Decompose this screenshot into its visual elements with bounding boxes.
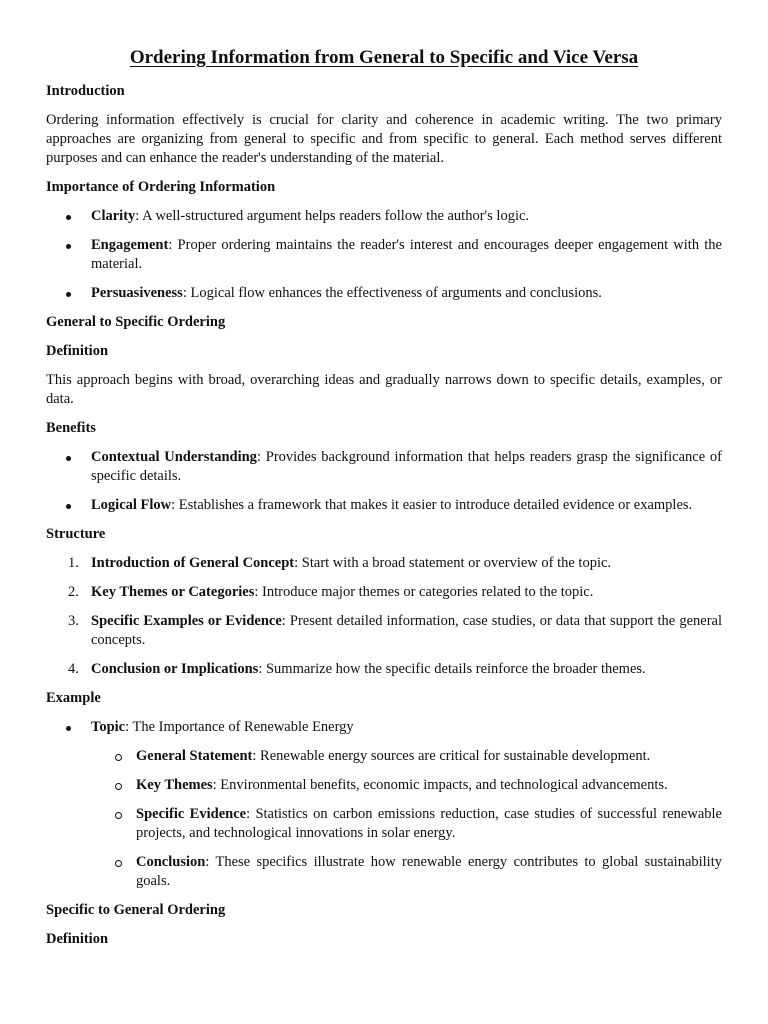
circle-bullet-icon	[115, 805, 122, 825]
item-text: : Present detailed information, case studies, or data that support the general concepts.	[91, 613, 722, 648]
item-term: Specific Evidence	[136, 806, 247, 822]
list-item	[46, 284, 722, 303]
item-term: Topic	[91, 719, 126, 735]
circle-bullet-icon	[115, 747, 122, 767]
gen-to-spec-heading: General to Specific Ordering	[46, 314, 226, 330]
sublist-item	[91, 747, 722, 766]
list-item	[46, 583, 722, 602]
list-item	[46, 554, 722, 573]
list-number: 1.	[68, 555, 79, 571]
sublist-item	[91, 853, 722, 891]
sublist-item	[91, 776, 722, 795]
list-item	[46, 660, 722, 679]
list-number: 2.	[68, 584, 79, 600]
item-text: : Proper ordering maintains the reader's interest and encourages deeper engagement with the material.	[91, 237, 722, 272]
item-text: : Start with a broad statement or overview of the topic.	[294, 555, 612, 571]
item-term: Clarity	[91, 208, 136, 224]
definition-heading: Definition	[46, 343, 109, 359]
item-term: Key Themes	[136, 777, 213, 793]
item-term: Conclusion	[136, 854, 206, 870]
structure-heading: Structure	[46, 526, 106, 542]
list-number: 4.	[68, 661, 79, 677]
benefits-list	[46, 448, 722, 515]
sublist-item	[91, 805, 722, 843]
item-text: : These specifics illustrate how renewable energy contributes to global sustainability goals.	[136, 854, 722, 889]
item-text: : Provides background information that helps readers grasp the significance of specific details.	[91, 449, 722, 484]
importance-heading: Importance of Ordering Information	[46, 179, 276, 195]
item-text: : Logical flow enhances the effectiveness of arguments and conclusions.	[182, 285, 602, 301]
item-term: Key Themes or Categories	[91, 584, 255, 600]
intro-paragraph: Ordering information effectively is crucial for clarity and coherence in academic writing. The two primary approaches are organizing from general to specific and from specific to general. Each method serves different purposes and can enhance the reader's understanding of the material.	[46, 112, 722, 166]
bullet-icon	[66, 207, 71, 226]
intro-heading: Introduction	[46, 83, 125, 99]
circle-bullet-icon	[115, 776, 122, 796]
item-text: : A well-structured argument helps readers follow the author's logic.	[135, 208, 530, 224]
structure-list	[46, 554, 722, 679]
item-term: General Statement	[136, 748, 253, 764]
item-term: Specific Examples or Evidence	[91, 613, 282, 629]
benefits-heading: Benefits	[46, 420, 96, 436]
list-item	[46, 612, 722, 650]
bullet-icon	[66, 718, 71, 737]
definition-heading-2: Definition	[46, 931, 109, 947]
importance-list	[46, 207, 722, 303]
bullet-icon	[66, 448, 71, 467]
item-term: Engagement	[91, 237, 169, 253]
item-text: : Statistics on carbon emissions reduction, case studies of successful renewable projects, and technological innovations in solar energy.	[136, 806, 722, 841]
example-heading: Example	[46, 690, 101, 706]
item-text: : Summarize how the specific details reinforce the broader themes.	[258, 661, 646, 677]
item-term: Contextual Understanding	[91, 449, 257, 465]
list-item	[46, 448, 722, 486]
spec-to-gen-heading: Specific to General Ordering	[46, 902, 226, 918]
item-text: : The Importance of Renewable Energy	[125, 719, 354, 735]
list-item	[46, 207, 722, 226]
example-list	[46, 718, 722, 891]
item-text: : Environmental benefits, economic impacts, and technological advancements.	[212, 777, 668, 793]
document-title: Ordering Information from General to Specific and Vice Versa	[129, 47, 639, 68]
example-sublist	[91, 747, 722, 891]
list-item	[46, 496, 722, 515]
item-term: Logical Flow	[91, 497, 172, 513]
bullet-icon	[66, 496, 71, 515]
bullet-icon	[66, 236, 71, 255]
bullet-icon	[66, 284, 71, 303]
item-text: : Establishes a framework that makes it easier to introduce detailed evidence or examples.	[171, 497, 693, 513]
item-term: Introduction of General Concept	[91, 555, 295, 571]
item-text: : Introduce major themes or categories related to the topic.	[254, 584, 594, 600]
item-term: Persuasiveness	[91, 285, 183, 301]
item-term: Conclusion or Implications	[91, 661, 259, 677]
definition-paragraph: This approach begins with broad, overarching ideas and gradually narrows down to specific details, examples, or data.	[46, 372, 722, 407]
list-number: 3.	[68, 613, 79, 629]
list-item	[46, 236, 722, 274]
circle-bullet-icon	[115, 853, 122, 873]
item-text: : Renewable energy sources are critical for sustainable development.	[252, 748, 651, 764]
list-item	[46, 718, 722, 891]
